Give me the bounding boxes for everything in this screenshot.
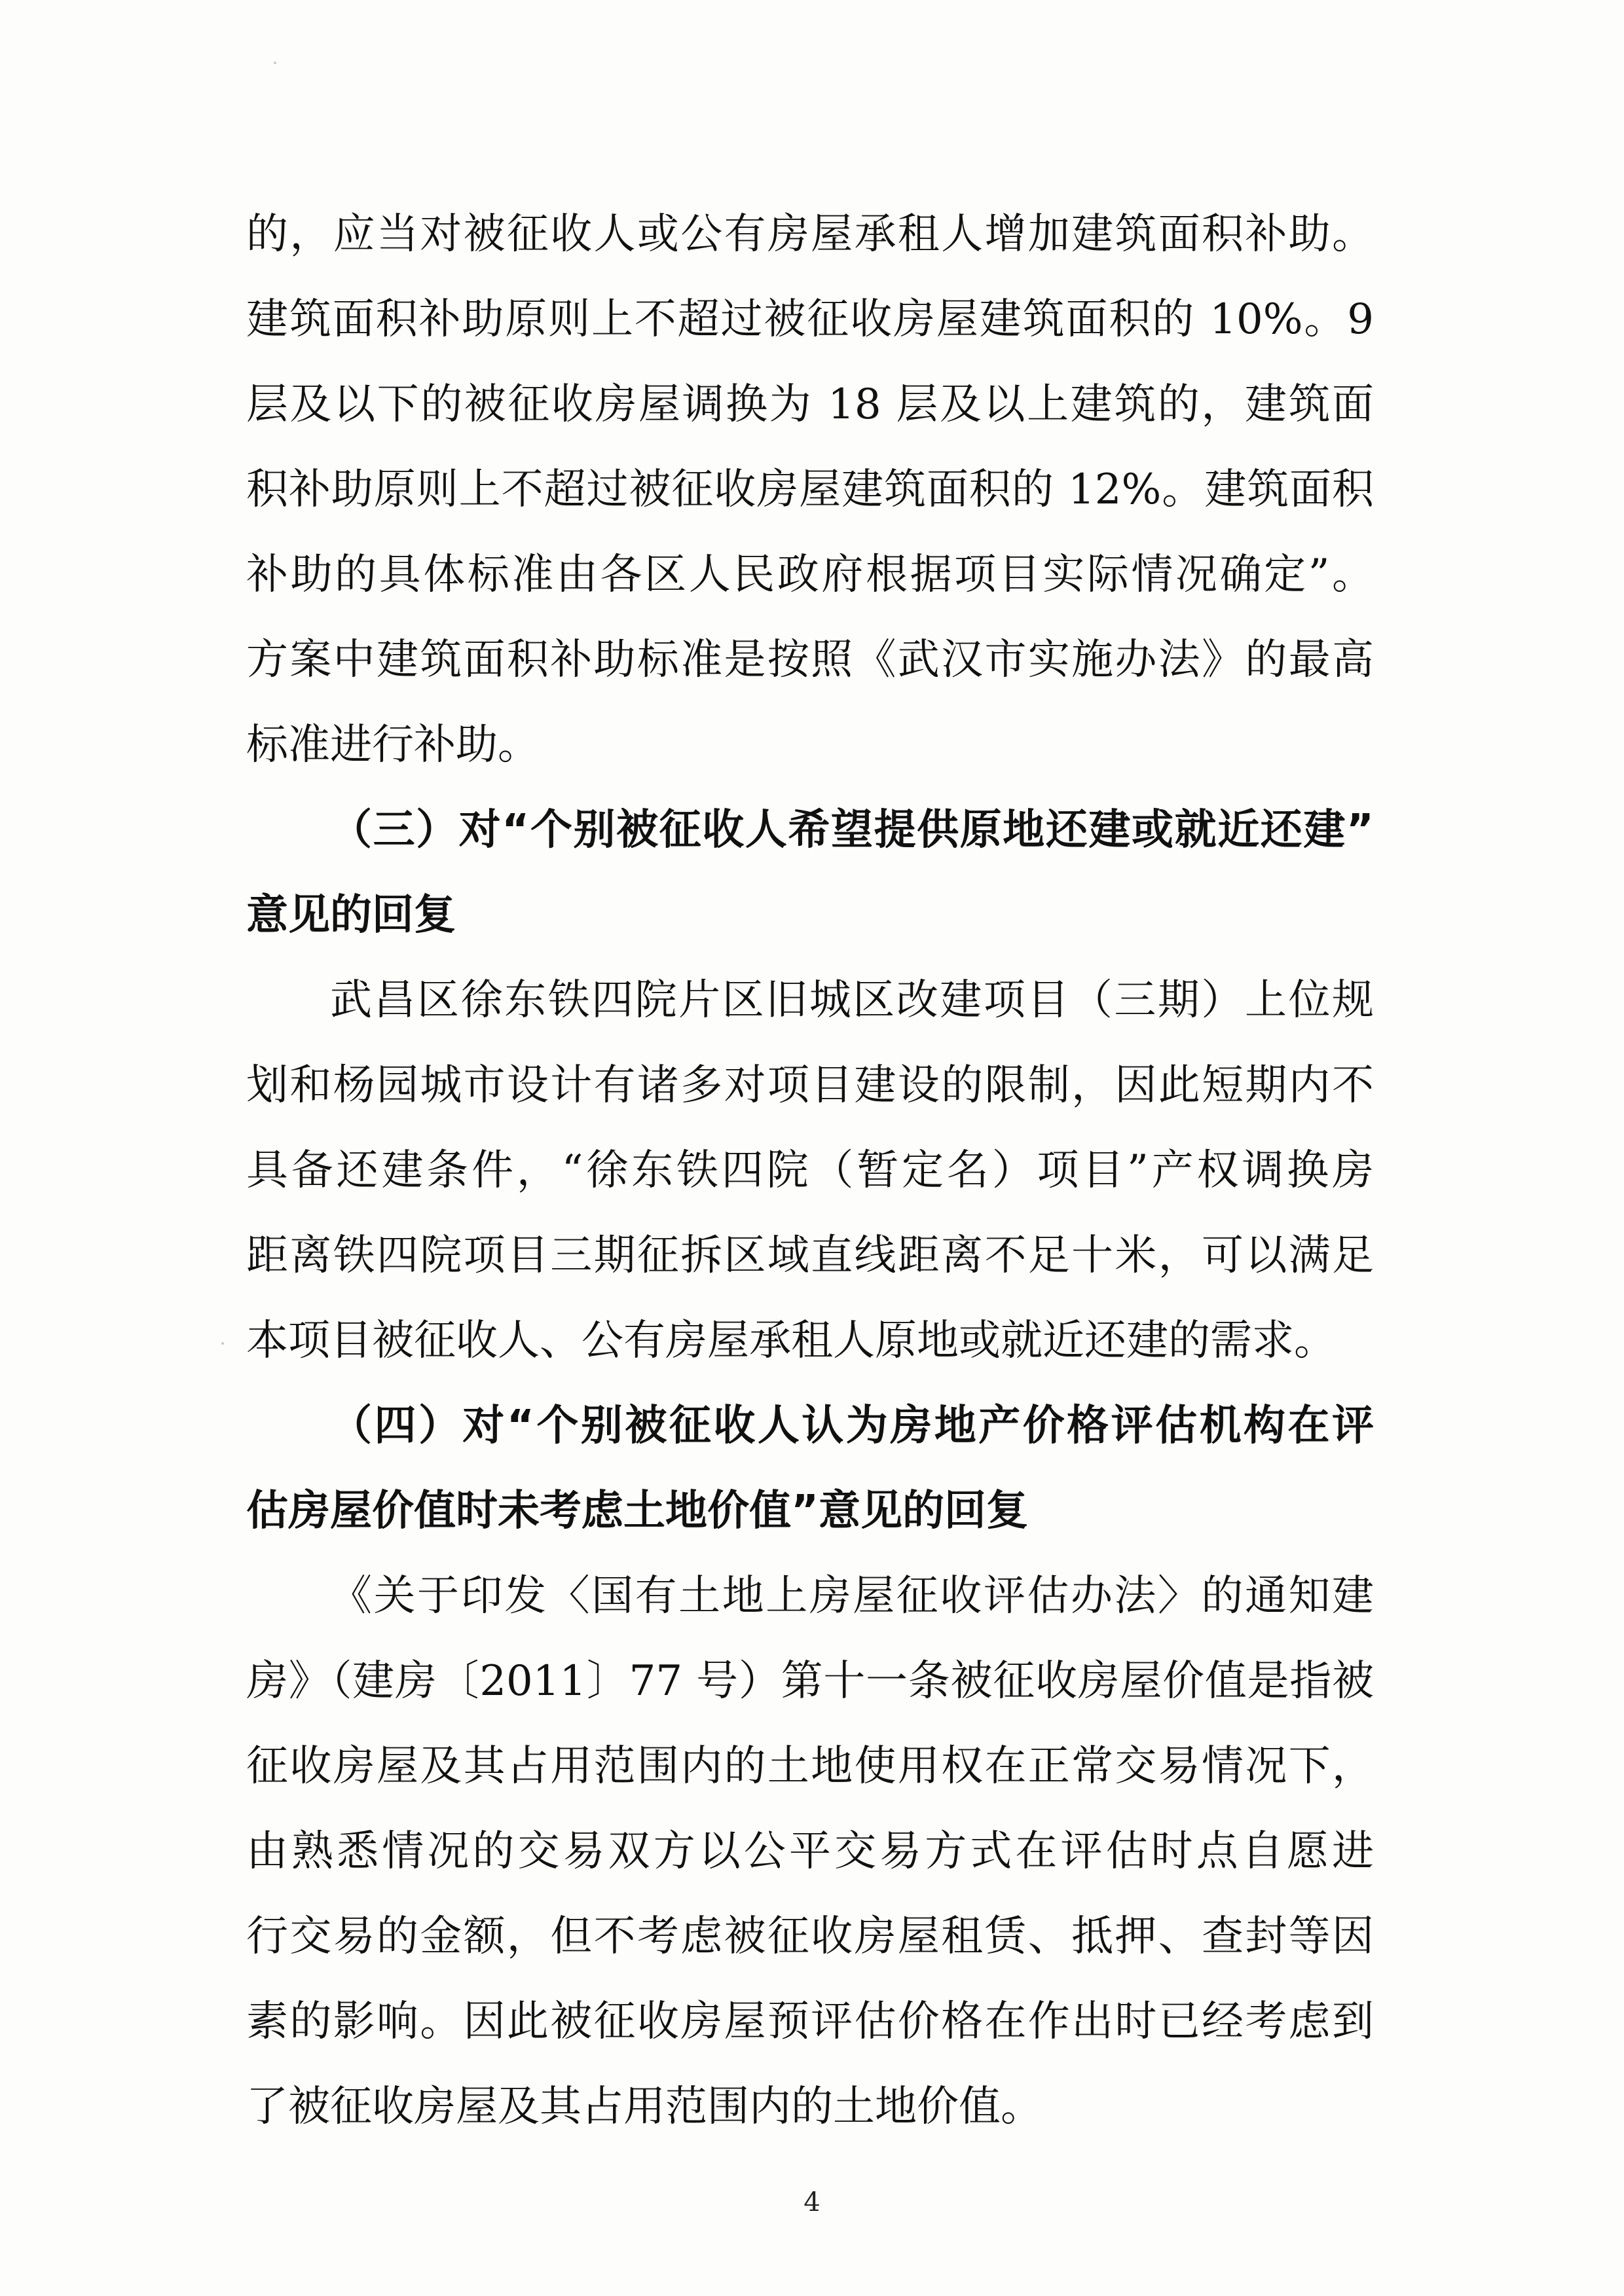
text-line: 素的影响。因此被征收房屋预评估价格在作出时已经考虑到: [246, 1997, 1374, 2046]
text-line: 补助的具体标准由各区人民政府根据项目实际情况确定”。: [246, 551, 1374, 599]
text-line: 距离铁四院项目三期征拆区域直线距离不足十米，可以满足: [246, 1231, 1374, 1280]
text-line: 征收房屋及其占用范围内的土地使用权在正常交易情况下，: [246, 1742, 1374, 1791]
text-line: 由熟悉情况的交易双方以公平交易方式在评估时点自愿进: [246, 1827, 1374, 1876]
text-line: 积补助原则上不超过被征收房屋建筑面积的 12%。建筑面积: [246, 465, 1374, 514]
section-heading-3: 意见的回复: [246, 891, 456, 939]
scan-speck: [221, 1342, 224, 1345]
text-line: 《关于印发〈国有土地上房屋征收评估办法〉的通知建: [330, 1572, 1374, 1620]
text-line: 行交易的金额，但不考虑被征收房屋租赁、抵押、查封等因: [246, 1912, 1374, 1961]
page-number: 4: [803, 2187, 821, 2217]
text-line: 本项目被征收人、公有房屋承租人原地或就近还建的需求。: [246, 1317, 1336, 1365]
section-heading-3: （三）对“个别被征收人希望提供原地还建或就近还建”: [330, 806, 1374, 854]
text-line: 标准进行补助。: [246, 721, 540, 769]
section-heading-4: （四）对“个别被征收人认为房地产价格评估机构在评: [330, 1402, 1374, 1450]
text-line: 划和杨园城市设计有诸多对项目建设的限制，因此短期内不: [246, 1061, 1374, 1110]
scan-speck: [274, 62, 276, 64]
text-line: 建筑面积补助原则上不超过被征收房屋建筑面积的 10%。9: [246, 295, 1374, 344]
text-line: 房》（建房〔2011〕77 号）第十一条被征收房屋价值是指被: [246, 1657, 1374, 1705]
text-line: 层及以下的被征收房屋调换为 18 层及以上建筑的，建筑面: [246, 380, 1374, 429]
text-line: 了被征收房屋及其占用范围内的土地价值。: [246, 2083, 1043, 2131]
section-heading-4: 估房屋价值时未考虑土地价值”意见的回复: [246, 1487, 1029, 1535]
text-line: 具备还建条件，“徐东铁四院（暂定名）项目”产权调换房: [246, 1146, 1374, 1195]
text-line: 武昌区徐东铁四院片区旧城区改建项目（三期）上位规: [330, 976, 1374, 1025]
text-line: 方案中建筑面积补助标准是按照《武汉市实施办法》的最高: [246, 636, 1374, 684]
text-line: 的，应当对被征收人或公有房屋承租人增加建筑面积补助。: [246, 210, 1374, 259]
